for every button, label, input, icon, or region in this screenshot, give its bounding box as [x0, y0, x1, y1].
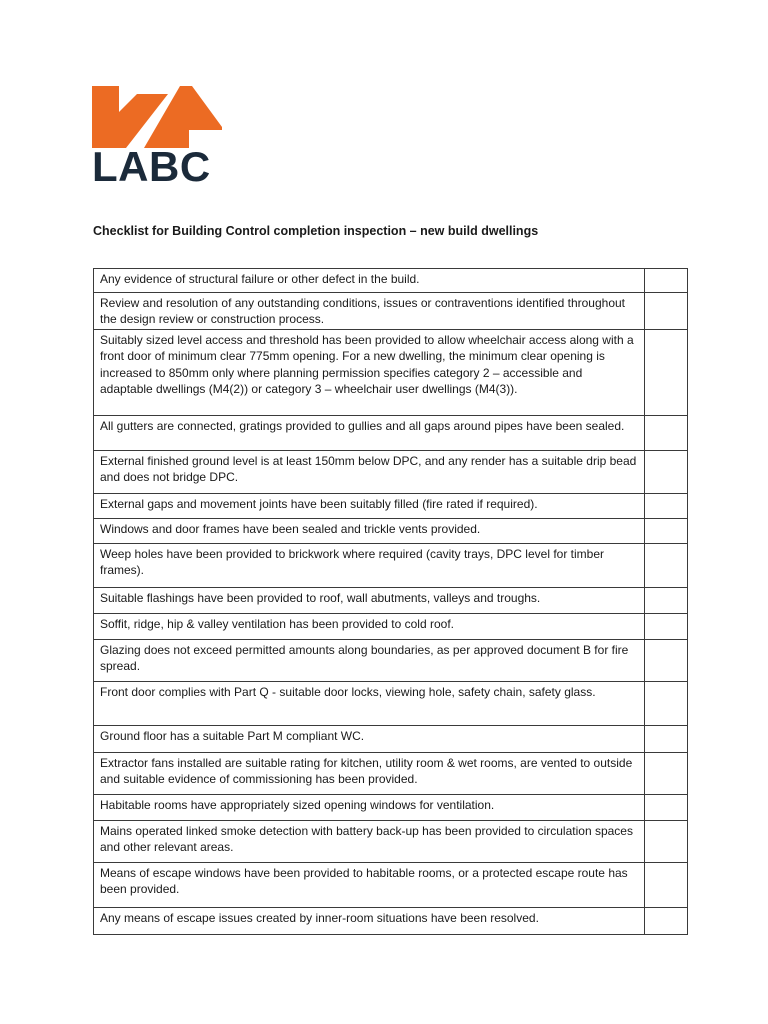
checkbox-cell[interactable] — [645, 269, 688, 293]
checkbox-cell[interactable] — [645, 451, 688, 494]
checklist-item-text: Soffit, ridge, hip & valley ventilation has been provided to cold roof. — [94, 614, 645, 640]
table-row — [94, 640, 688, 682]
checkbox-cell[interactable] — [645, 908, 688, 935]
checklist-item-text: Any means of escape issues created by inner-room situations have been resolved. — [94, 908, 645, 935]
checkbox-cell[interactable] — [645, 544, 688, 588]
checkbox-cell[interactable] — [645, 753, 688, 795]
checklist-item-text: Suitably sized level access and threshold has been provided to allow wheelchair access along with a front door of minimum clear 775mm opening. For a new dwelling, the minimum clear opening is increased to 850mm only where planning permission specifies category 2 – accessible and adaptable dwellings (M4(2)) or category 3 – wheelchair user dwellings (M4(3)). — [94, 330, 645, 416]
checklist-item-text: All gutters are connected, gratings provided to gullies and all gaps around pipes have been sealed. — [94, 416, 645, 451]
table-row — [94, 821, 688, 863]
checklist-item-text: Weep holes have been provided to brickwork where required (cavity trays, DPC level for timber frames). — [94, 544, 645, 588]
checkbox-cell[interactable] — [645, 588, 688, 614]
table-row — [94, 293, 688, 330]
table-row — [94, 416, 688, 451]
checkbox-cell[interactable] — [645, 640, 688, 682]
checklist-item-text: Habitable rooms have appropriately sized opening windows for ventilation. — [94, 795, 645, 821]
checkbox-cell[interactable] — [645, 494, 688, 519]
checklist-item-text: Review and resolution of any outstanding conditions, issues or contraventions identified throughout the design review or construction process. — [94, 293, 645, 330]
checkbox-cell[interactable] — [645, 726, 688, 753]
checkbox-cell[interactable] — [645, 614, 688, 640]
labc-logo — [92, 86, 238, 188]
checklist-item-text: External gaps and movement joints have been suitably filled (fire rated if required). — [94, 494, 645, 519]
checkbox-cell[interactable] — [645, 519, 688, 544]
table-row — [94, 726, 688, 753]
table-row — [94, 269, 688, 293]
checklist-item-text: External finished ground level is at least 150mm below DPC, and any render has a suitable drip bead and does not bridge DPC. — [94, 451, 645, 494]
table-row — [94, 330, 688, 416]
checklist-item-text: Mains operated linked smoke detection with battery back-up has been provided to circulation spaces and other relevant areas. — [94, 821, 645, 863]
checkbox-cell[interactable] — [645, 330, 688, 416]
table-row — [94, 863, 688, 908]
checklist-table — [93, 268, 688, 935]
checklist-item-text: Glazing does not exceed permitted amounts along boundaries, as per approved document B for fire spread. — [94, 640, 645, 682]
checklist-item-text: Extractor fans installed are suitable rating for kitchen, utility room & wet rooms, are vented to outside and suitable evidence of commissioning has been provided. — [94, 753, 645, 795]
checklist-item-text: Means of escape windows have been provided to habitable rooms, or a protected escape route has been provided. — [94, 863, 645, 908]
table-row — [94, 451, 688, 494]
checklist-item-text: Suitable flashings have been provided to roof, wall abutments, valleys and troughs. — [94, 588, 645, 614]
table-row — [94, 753, 688, 795]
table-row — [94, 614, 688, 640]
table-row — [94, 908, 688, 935]
checkbox-cell[interactable] — [645, 682, 688, 726]
checkbox-cell[interactable] — [645, 821, 688, 863]
checklist-item-text: Any evidence of structural failure or other defect in the build. — [94, 269, 645, 293]
table-row — [94, 519, 688, 544]
table-row — [94, 544, 688, 588]
checkbox-cell[interactable] — [645, 293, 688, 330]
document-title: Checklist for Building Control completion inspection – new build dwellings — [93, 224, 539, 238]
checkbox-cell[interactable] — [645, 863, 688, 908]
logo-wordmark: LABC — [92, 143, 211, 190]
table-row — [94, 494, 688, 519]
checklist-item-text: Front door complies with Part Q - suitable door locks, viewing hole, safety chain, safety glass. — [94, 682, 645, 726]
table-row — [94, 588, 688, 614]
checkbox-cell[interactable] — [645, 416, 688, 451]
table-row — [94, 682, 688, 726]
checklist-item-text: Ground floor has a suitable Part M compliant WC. — [94, 726, 645, 753]
table-row — [94, 795, 688, 821]
house-roof-logo-icon — [92, 86, 222, 148]
checkbox-cell[interactable] — [645, 795, 688, 821]
checklist-item-text: Windows and door frames have been sealed and trickle vents provided. — [94, 519, 645, 544]
